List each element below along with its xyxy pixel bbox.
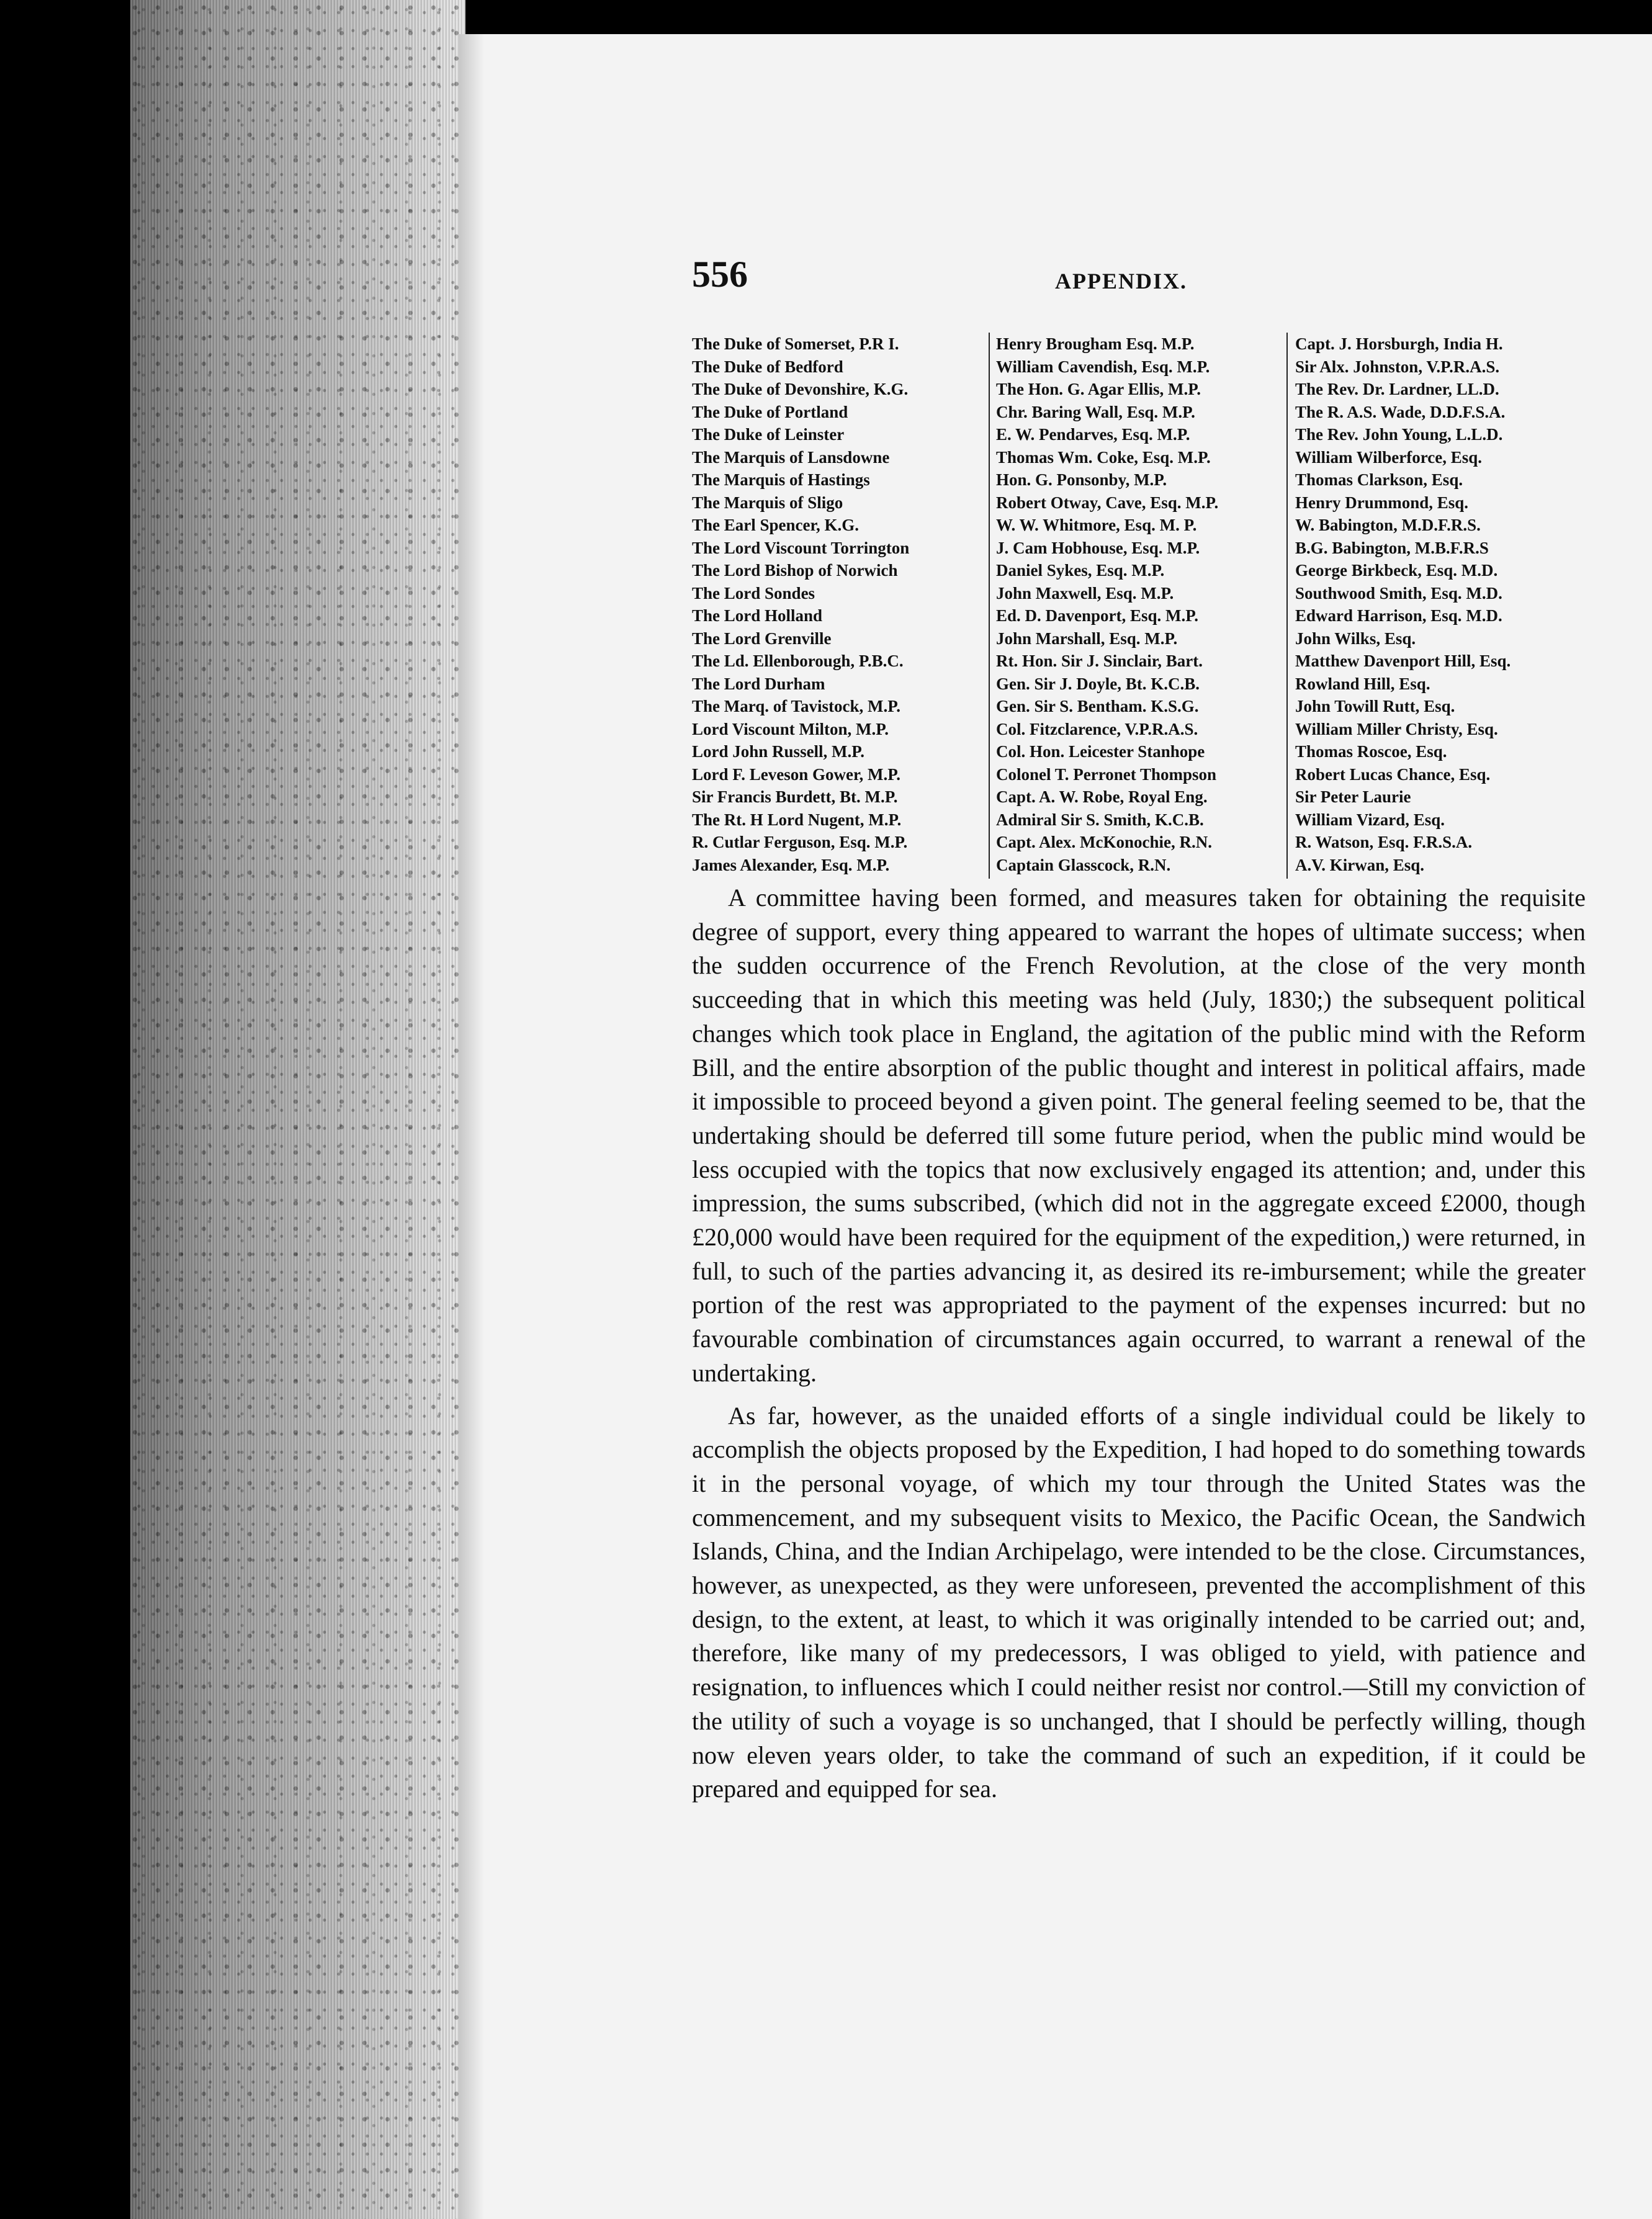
subscriber-name: Admiral Sir S. Smith, K.C.B. [996, 810, 1204, 829]
subscriber-name: The Marquis of Hastings [692, 470, 870, 489]
subscriber-name: J. Cam Hobhouse, Esq. M.P. [996, 538, 1200, 557]
subscriber-name: James Alexander, Esq. M.P. [692, 855, 890, 874]
subscriber-name: William Vizard, Esq. [1295, 810, 1445, 829]
body-text [692, 881, 1586, 1815]
subscriber-name: John Maxwell, Esq. M.P. [996, 583, 1174, 603]
subscriber-name: Captain Glasscock, R.N. [996, 855, 1171, 874]
subscriber-name: Lord John Russell, M.P. [692, 742, 865, 761]
subscriber-name: W. Babington, M.D.F.R.S. [1295, 516, 1481, 534]
subscriber-name: Matthew Davenport Hill, Esq. [1295, 652, 1511, 670]
subscriber-name: Hon. G. Ponsonby, M.P. [996, 470, 1167, 489]
subscriber-name: Lord F. Leveson Gower, M.P. [692, 764, 901, 784]
subscriber-name: William Wilberforce, Esq. [1295, 447, 1483, 467]
subscriber-name: Col. Fitzclarence, V.P.R.A.S. [996, 719, 1198, 738]
subscriber-name: Daniel Sykes, Esq. M.P. [996, 561, 1165, 580]
subscriber-column-2 [990, 333, 1288, 879]
subscriber-name: Rt. Hon. Sir J. Sinclair, Bart. [996, 652, 1203, 670]
subscriber-name: The Duke of Somerset, P.R I. [692, 334, 899, 353]
subscriber-name: The Marq. of Tavistock, M.P. [692, 697, 901, 715]
subscriber-name: The Marquis of Lansdowne [692, 447, 890, 467]
subscriber-name: Henry Drummond, Esq. [1295, 493, 1469, 512]
subscriber-name: The Rt. H Lord Nugent, M.P. [692, 810, 902, 829]
subscriber-name: George Birkbeck, Esq. M.D. [1295, 561, 1498, 580]
subscriber-name: The Lord Grenville [692, 629, 832, 648]
subscriber-name [996, 876, 1280, 879]
page-number: 556 [692, 254, 748, 295]
subscriber-name: The Lord Durham [692, 674, 825, 693]
subscriber-name: The Lord Holland [692, 606, 823, 625]
subscriber-name: Capt. J. Horsburgh, India H. [1295, 334, 1503, 353]
subscriber-name: The R. A.S. Wade, D.D.F.S.A. [1295, 402, 1506, 421]
subscriber-name: Rowland Hill, Esq. [1295, 674, 1430, 693]
paragraph-voyage: As far, however, as the unaided efforts of a single individual could be likely to accomplish the objects proposed by the Expedition, I had hoped to do something towards it in the personal voyage, of which my tour through the United States was the commencement, and my subsequent visits to Mexico, the Pacific Ocean, the Sandwich Islands, China, and the Indian Archipelago, were intended to be the close. Circumstances, however, as unexpected, as they were unforeseen, prevented the accomplishment of this design, to the extent, at least, to which it was originally intended to be carried out; and, therefore, like many of my predecessors, I was obliged to yield, with patience and resignation, to influences which I could neither resist nor control.—Still my conviction of the utility of such a voyage is so unchanged, that I should be perfectly willing, though now eleven years older, to take the command of such an expedition, if it could be prepared and equipped for sea. [692, 1401, 1586, 1803]
subscriber-name: B.G. Babington, M.B.F.R.S [1295, 538, 1489, 557]
subscriber-name: Thomas Roscoe, Esq. [1295, 742, 1447, 761]
subscriber-name: The Lord Viscount Torrington [692, 538, 910, 557]
subscriber-name: The Rev. Dr. Lardner, LL.D. [1295, 380, 1499, 398]
subscriber-list [692, 333, 1586, 879]
subscriber-name: Sir Alx. Johnston, V.P.R.A.S. [1295, 357, 1500, 376]
subscriber-column-3 [1288, 333, 1586, 879]
subscriber-name: Sir Peter Laurie [1295, 787, 1411, 806]
subscriber-name: William Miller Christy, Esq. [1295, 719, 1498, 738]
subscriber-name: Sir Francis Burdett, Bt. M.P. [692, 787, 898, 806]
subscriber-name [1295, 876, 1586, 879]
subscriber-name: W. W. Whitmore, Esq. M. P. [996, 516, 1197, 534]
subscriber-name: John Marshall, Esq. M.P. [996, 629, 1178, 648]
subscriber-name: Robert Lucas Chance, Esq. [1295, 764, 1491, 784]
subscriber-name: Chr. Baring Wall, Esq. M.P. [996, 402, 1195, 421]
subscriber-name: R. Cutlar Ferguson, Esq. M.P. [692, 833, 908, 851]
subscriber-name: Henry Brougham Esq. M.P. [996, 334, 1195, 353]
subscriber-name: A.V. Kirwan, Esq. [1295, 855, 1425, 874]
subscriber-name: Edward Harrison, Esq. M.D. [1295, 606, 1502, 625]
subscriber-name: The Lord Bishop of Norwich [692, 561, 898, 580]
subscriber-name: Thomas Wm. Coke, Esq. M.P. [996, 447, 1211, 467]
subscriber-name: E. W. Pendarves, Esq. M.P. [996, 425, 1190, 444]
subscriber-name: Col. Hon. Leicester Stanhope [996, 742, 1205, 761]
subscriber-name: The Lord Sondes [692, 583, 815, 603]
subscriber-name: Gen. Sir S. Bentham. K.S.G. [996, 697, 1199, 715]
subscriber-name: Gen. Sir J. Doyle, Bt. K.C.B. [996, 674, 1200, 693]
subscriber-name: The Hon. G. Agar Ellis, M.P. [996, 380, 1201, 398]
subscriber-name: Robert Otway, Cave, Esq. M.P. [996, 493, 1219, 512]
subscriber-name: John Wilks, Esq. [1295, 629, 1416, 648]
subscriber-name: The Marquis of Sligo [692, 493, 843, 512]
subscriber-name: The Duke of Portland [692, 402, 848, 421]
subscriber-column-1 [692, 333, 990, 879]
subscriber-name: Thomas Clarkson, Esq. [1295, 470, 1463, 489]
subscriber-name: Southwood Smith, Esq. M.D. [1295, 583, 1502, 603]
subscriber-name: The Earl Spencer, K.G. [692, 516, 860, 534]
page-gutter-shadow [459, 34, 484, 2219]
subscriber-name: Lord Viscount Milton, M.P. [692, 719, 889, 738]
subscriber-name: John Towill Rutt, Esq. [1295, 697, 1455, 715]
page-stack-edge [130, 0, 465, 2219]
subscriber-name: The Ld. Ellenborough, P.B.C. [692, 652, 904, 670]
subscriber-name: The Rev. John Young, L.L.D. [1295, 425, 1503, 444]
running-head: APPENDIX. [1055, 269, 1187, 294]
subscriber-name: R. Watson, Esq. F.R.S.A. [1295, 833, 1473, 851]
subscriber-name: Capt. A. W. Robe, Royal Eng. [996, 787, 1208, 806]
subscriber-name: The Duke of Devonshire, K.G. [692, 380, 909, 398]
subscriber-name: Colonel T. Perronet Thompson [996, 764, 1217, 784]
subscriber-name: The Duke of Bedford [692, 357, 843, 376]
subscriber-name [692, 876, 982, 879]
subscriber-name: Capt. Alex. McKonochie, R.N. [996, 833, 1212, 851]
subscriber-name: Ed. D. Davenport, Esq. M.P. [996, 606, 1199, 625]
subscriber-name: William Cavendish, Esq. M.P. [996, 357, 1210, 376]
paragraph-committee: A committee having been formed, and measures taken for obtaining the requisite degree of support, every thing appeared to warrant the hopes of ultimate success; when the sudden occurrence of the French Revolution, at the close of the very month succeeding that in which this meeting was held (July, 1830;) the subsequent political changes which took place in England, the agitation of the public mind with the Reform Bill, and the entire absorption of the public thought and interest in political affairs, made it impossible to proceed beyond a given point. The general feeling seemed to be, that the undertaking should be deferred till some future period, when the public mind would be less occupied with the topics that now exclusively engaged its attention; and, under this impression, the sums subscribed, (which did not in the aggregate exceed £2000, though £20,000 would have been required for the equipment of the expedition,) were returned, in full, to such of the parties advancing it, as desired its re-imbursement; while the greater portion of the rest was appropriated to the payment of the expenses incurred: but no favourable combination of circumstances again occurred, to warrant a renewal of the undertaking. [692, 884, 1586, 1387]
subscriber-name: The Duke of Leinster [692, 425, 845, 444]
